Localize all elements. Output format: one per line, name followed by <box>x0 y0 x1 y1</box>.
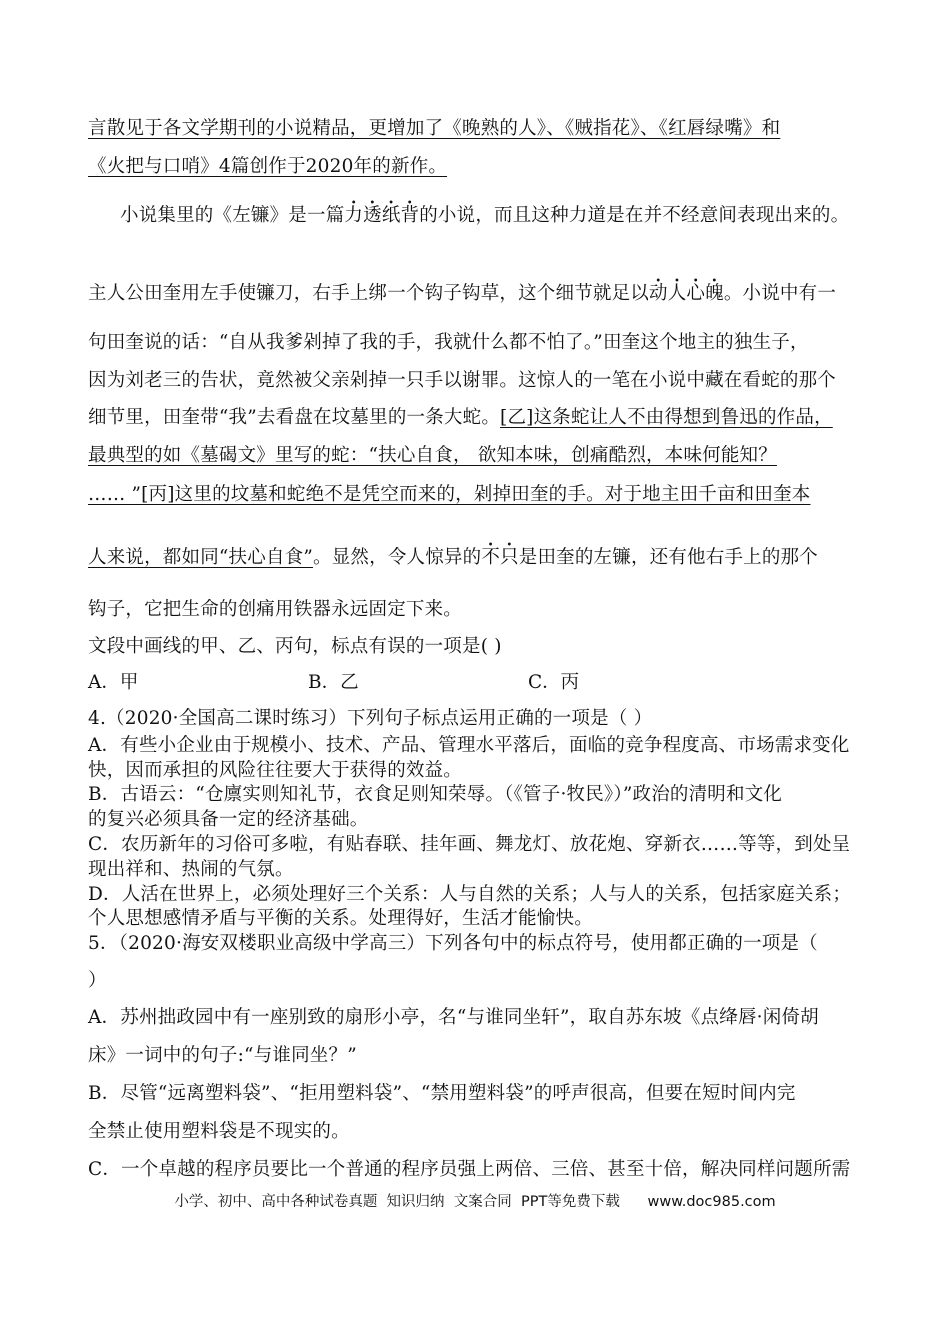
question-4-option: A．有些小企业由于规模小、技术、产品、管理水平落后，面临的竞争程度高、市场需求变化 <box>88 735 850 756</box>
emphasis-char: 不 <box>481 547 501 568</box>
option-b: B．乙 <box>308 672 359 693</box>
question-4: 4.（2020·全国高二课时练习）下列句子标点运用正确的一项是（ ） <box>88 708 653 729</box>
underlined-sentence-bing: …… ”[丙]这里的坟墓和蛇绝不是凭空而来的，剁掉田奎的手。对于地主田千亩和田奎本 <box>88 484 811 505</box>
emphasis-char: 纸 <box>381 205 401 226</box>
emphasis-char: 力 <box>344 205 364 226</box>
question-5-option: 床》一词中的句子:“与谁同坐？” <box>88 1045 357 1066</box>
option-a: A．甲 <box>88 672 139 693</box>
passage-line: 最典型的如《墓碣文》里写的蛇：“扶心自食， 欲知本味，创痛酷烈，本味何能知？ <box>88 445 777 466</box>
emphasis-char: 透 <box>363 205 382 226</box>
passage-line: 人来说，都如同“扶心自食”。显然，令人惊异的不只是田奎的左镰，还有他右手上的那个 <box>88 547 818 568</box>
passage-line: 《火把与口哨》4篇创作于2020年的新作。 <box>88 156 448 177</box>
emphasis-char: 人 <box>667 283 687 304</box>
question-4-option: 个人思想感情矛盾与平衡的关系。处理得好，生活才能愉快。 <box>88 908 593 929</box>
emphasis-char: 只 <box>500 547 519 568</box>
passage-line: 句田奎说的话：“自从我爹剁掉了我的手，我就什么都不怕了。”田奎这个地主的独生子， <box>88 332 809 353</box>
passage-line: 细节里，田奎带“我”去看盘在坟墓里的一条大蛇。[乙]这条蛇让人不由得想到鲁迅的作品， <box>88 407 833 428</box>
question-4-option: 的复兴必须具备一定的经济基础。 <box>88 809 369 830</box>
underlined-sentence-yi: [乙]这条蛇让人不由得想到鲁迅的作品， <box>500 407 833 428</box>
emphasis-char: 背 <box>400 205 420 226</box>
question-stem: 文段中画线的甲、乙、丙句，标点有误的一项是( ) <box>88 636 502 657</box>
question-5-option: A．苏州拙政园中有一座别致的扇形小亭，名“与谁同坐轩”，取自苏东坡《点绛唇·闲倚胡 <box>88 1007 819 1028</box>
passage-line: 小说集里的《左镰》是一篇力透纸背的小说，而且这种力道是在并不经意间表现出来的。 <box>120 205 850 226</box>
question-4-option: B．古语云：“仓廪实则知礼节，衣食足则知荣辱。（《管子·牧民》）”政治的清明和文化 <box>88 784 783 805</box>
question-5: ） <box>88 970 107 991</box>
question-5-option: B．尽管“远离塑料袋”、“拒用塑料袋”、“禁用塑料袋”的呼声很高，但要在短时间内完 <box>88 1083 796 1104</box>
emphasis-char: 心 <box>686 283 706 304</box>
passage-line <box>88 482 810 508</box>
question-4-option: D．人活在世界上，必须处理好三个关系：人与自然的关系；人与人的关系，包括家庭关系； <box>88 884 852 905</box>
emphasis-char: 魄 <box>705 283 724 304</box>
question-5: 5．（2020·海安双楼职业高级中学高三）下列各句中的标点符号，使用都正确的一项是（ <box>88 933 818 954</box>
question-5-option: C．一个卓越的程序员要比一个普通的程序员强上两倍、三倍、甚至十倍，解决同样问题所需 <box>88 1159 851 1180</box>
page-footer: 小学、初中、高中各种试卷真题 知识归纳 文案合同 PPT等免费下载 www.doc985.com <box>174 1194 776 1210</box>
option-c: C．丙 <box>528 672 580 693</box>
question-4-option: C．农历新年的习俗可多啦，有贴春联、挂年画、舞龙灯、放花炮、穿新衣……等等，到处呈 <box>88 834 851 855</box>
question-4-option: 快，因而承担的风险往往要大于获得的效益。 <box>88 760 463 781</box>
passage-line: 言散见于各文学期刊的小说精品，更增加了《晚熟的人》、《贼指花》、《红唇绿嘴》和 <box>88 118 781 139</box>
question-4-option: 现出祥和、热闹的气氛。 <box>88 859 294 880</box>
passage-line: 钩子，它把生命的创痛用铁器永远固定下来。 <box>88 599 463 620</box>
emphasis-char: 动 <box>649 283 668 304</box>
passage-line: 因为刘老三的告状，竟然被父亲剁掉一只手以谢罪。这惊人的一笔在小说中藏在看蛇的那个 <box>88 370 837 391</box>
passage-line: 主人公田奎用左手使镰刀，右手上绑一个钩子钩草，这个细节就足以动人心魄。小说中有一 <box>88 283 837 304</box>
question-5-option: 全禁止使用塑料袋是不现实的。 <box>88 1121 350 1142</box>
